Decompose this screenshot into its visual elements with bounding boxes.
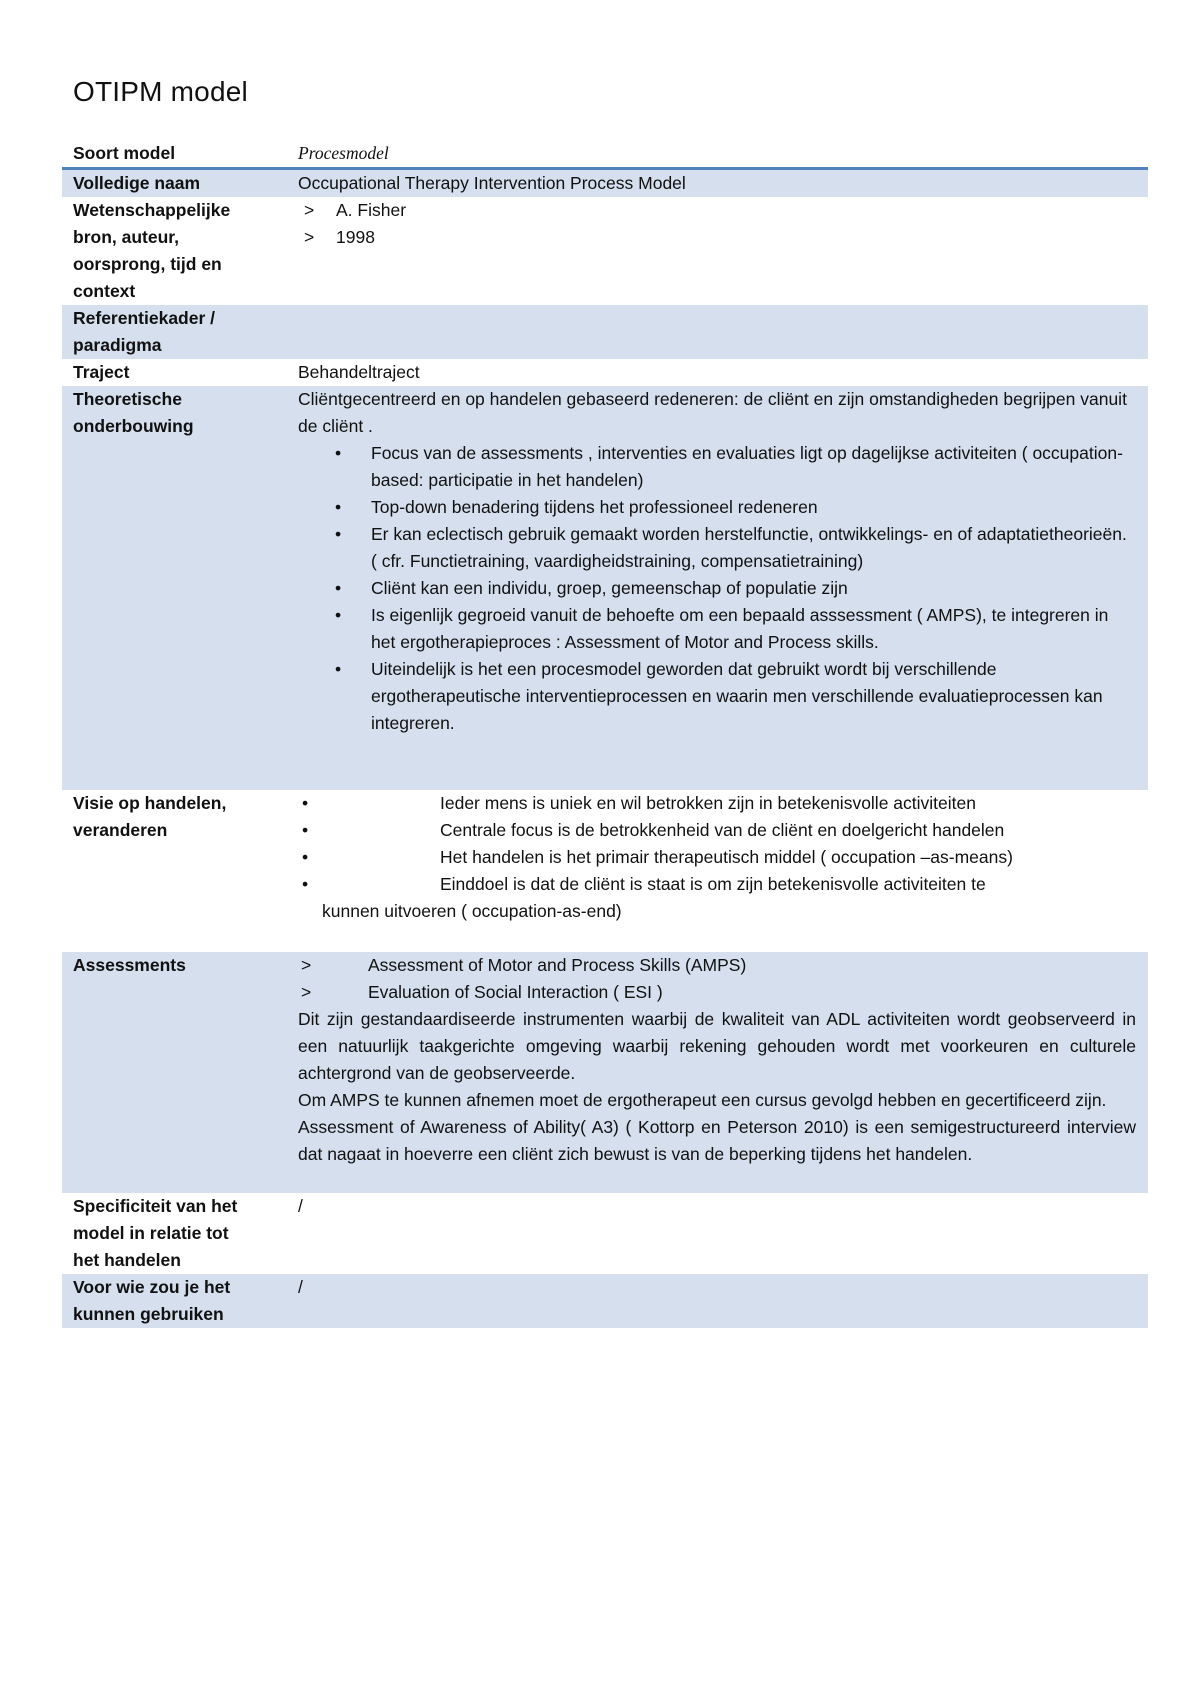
- visie-bullets: [298, 790, 1136, 925]
- specificiteit-label-line: Specificiteit van het: [73, 1196, 238, 1216]
- list-item: • Cliënt kan een individu, groep, gemeenschap of populatie zijn: [298, 575, 1136, 602]
- list-item: • Er kan eclectisch gebruik gemaakt worden herstelfunctie, ontwikkelings- en of adaptatietheorieën. ( cfr. Functietraining, vaardigheidstraining, compensatietraining): [298, 521, 1136, 575]
- assessments-value: [298, 952, 1148, 1193]
- visie-value: [298, 790, 1148, 952]
- specificiteit-label: [62, 1193, 298, 1274]
- theorie-intro: Cliëntgecentreerd en op handelen gebaseerd redeneren: de cliënt en zijn omstandigheden begrijpen vanuit de cliënt .: [298, 389, 1127, 436]
- bron-label-line: bron, auteur,: [73, 227, 179, 247]
- volledige-naam-value: Occupational Therapy Intervention Process Model: [298, 169, 1148, 198]
- row-volledige-naam: [62, 169, 1148, 198]
- referentiekader-value: [298, 305, 1148, 359]
- visie-last-bullet-text: Einddoel is dat de cliënt is staat is om zijn betekenisvolle activiteiten te: [440, 874, 986, 894]
- bron-value: [298, 197, 1148, 305]
- list-item: > Evaluation of Social Interaction ( ESI ): [298, 979, 1136, 1006]
- document-title: OTIPM model: [73, 76, 248, 107]
- row-bron: [62, 197, 1148, 305]
- theoretische-onderbouwing-value: [298, 386, 1148, 790]
- list-item: • Uiteindelijk is het een procesmodel geworden dat gebruikt wordt bij verschillende ergotherapeutische interventieprocessen en waarin men verschillende evaluatieprocessen kan integreren.: [298, 656, 1136, 737]
- bron-year: > 1998: [298, 224, 1136, 251]
- visie-label-line: Visie op handelen,: [73, 793, 227, 813]
- soort-model-value: Procesmodel: [298, 140, 1148, 169]
- row-voor-wie: [62, 1274, 1148, 1328]
- voor-wie-label-line: kunnen gebruiken: [73, 1304, 224, 1324]
- row-referentiekader: [62, 305, 1148, 359]
- specificiteit-label-line: het handelen: [73, 1250, 181, 1270]
- list-item: [298, 871, 1136, 925]
- visie-continuation: kunnen uitvoeren ( occupation-as-end): [322, 901, 622, 921]
- traject-value: Behandeltraject: [298, 362, 420, 382]
- voor-wie-value: /: [298, 1274, 1148, 1328]
- bron-label-line: context: [73, 281, 136, 301]
- bron-label: [62, 197, 298, 305]
- assessments-paragraph: Assessment of Awareness of Ability( A3) ( Kottorp en Peterson 2010) is een semigestructureerd interview dat nagaat in hoeverre een cliënt zich bewust is van de beperking tijdens het handelen.: [298, 1117, 1136, 1164]
- theoretische-onderbouwing-label: [62, 386, 298, 790]
- specificiteit-value: /: [298, 1196, 303, 1216]
- visie-label: [62, 790, 298, 952]
- row-assessments: [62, 952, 1148, 1193]
- assessments-list: [298, 952, 1136, 1006]
- list-item: • Focus van de assessments , interventies en evaluaties ligt op dagelijkse activiteiten ( occupation-based: participatie in het handelen): [298, 440, 1136, 494]
- row-theoretische-onderbouwing: [62, 386, 1148, 790]
- theorie-bullets: [298, 440, 1136, 737]
- spacer: [298, 737, 1136, 790]
- list-item: • Ieder mens is uniek en wil betrokken zijn in betekenisvolle activiteiten: [298, 790, 1136, 817]
- list-item: • Het handelen is het primair therapeutisch middel ( occupation –as-means): [298, 844, 1136, 871]
- row-soort-model: [62, 140, 1148, 169]
- referentiekader-label-line: Referentiekader /: [73, 308, 216, 328]
- soort-model-label: Soort model: [62, 140, 298, 169]
- bron-label-line: Wetenschappelijke: [73, 200, 231, 220]
- assessments-label: Assessments: [62, 952, 298, 1193]
- referentiekader-label: [62, 305, 298, 359]
- theorie-label-line: onderbouwing: [73, 416, 194, 436]
- list-item: • Is eigenlijk gegroeid vanuit de behoefte om een bepaald asssessment ( AMPS), te integreren in het ergotherapieproces : Assessment of Motor and Process skills.: [298, 602, 1136, 656]
- spacer: [298, 925, 1136, 952]
- assessments-paragraph: Dit zijn gestandaardiseerde instrumenten waarbij de kwaliteit van ADL activiteiten wordt geobserveerd in een natuurlijk taakgerichte omgeving waarbij rekening gehouden wordt met voorkeuren en culturele achtergrond van de geobserveerde.: [298, 1009, 1136, 1083]
- bron-label-line: oorsprong, tijd en: [73, 254, 222, 274]
- bron-author: > A. Fisher: [298, 197, 1136, 224]
- list-item: • Top-down benadering tijdens het professioneel redeneren: [298, 494, 1136, 521]
- theorie-label-line: Theoretische: [73, 389, 182, 409]
- row-visie: [62, 790, 1148, 952]
- volledige-naam-label: Volledige naam: [62, 169, 298, 198]
- model-table: [62, 140, 1148, 1328]
- row-traject: [62, 359, 1148, 386]
- voor-wie-label-line: Voor wie zou je het: [73, 1277, 231, 1297]
- referentiekader-label-line: paradigma: [73, 335, 162, 355]
- visie-label-line: veranderen: [73, 820, 168, 840]
- spacer: [298, 1168, 1136, 1193]
- row-specificiteit: [62, 1193, 1148, 1274]
- voor-wie-label: [62, 1274, 298, 1328]
- list-item: • Centrale focus is de betrokkenheid van de cliënt en doelgericht handelen: [298, 817, 1136, 844]
- bron-list: [298, 197, 1136, 251]
- assessments-paragraph: Om AMPS te kunnen afnemen moet de ergotherapeut een cursus gevolgd hebben en gecertificeerd zijn.: [298, 1090, 1107, 1110]
- traject-label: Traject: [73, 362, 130, 382]
- specificiteit-label-line: model in relatie tot: [73, 1223, 229, 1243]
- list-item: > Assessment of Motor and Process Skills (AMPS): [298, 952, 1136, 979]
